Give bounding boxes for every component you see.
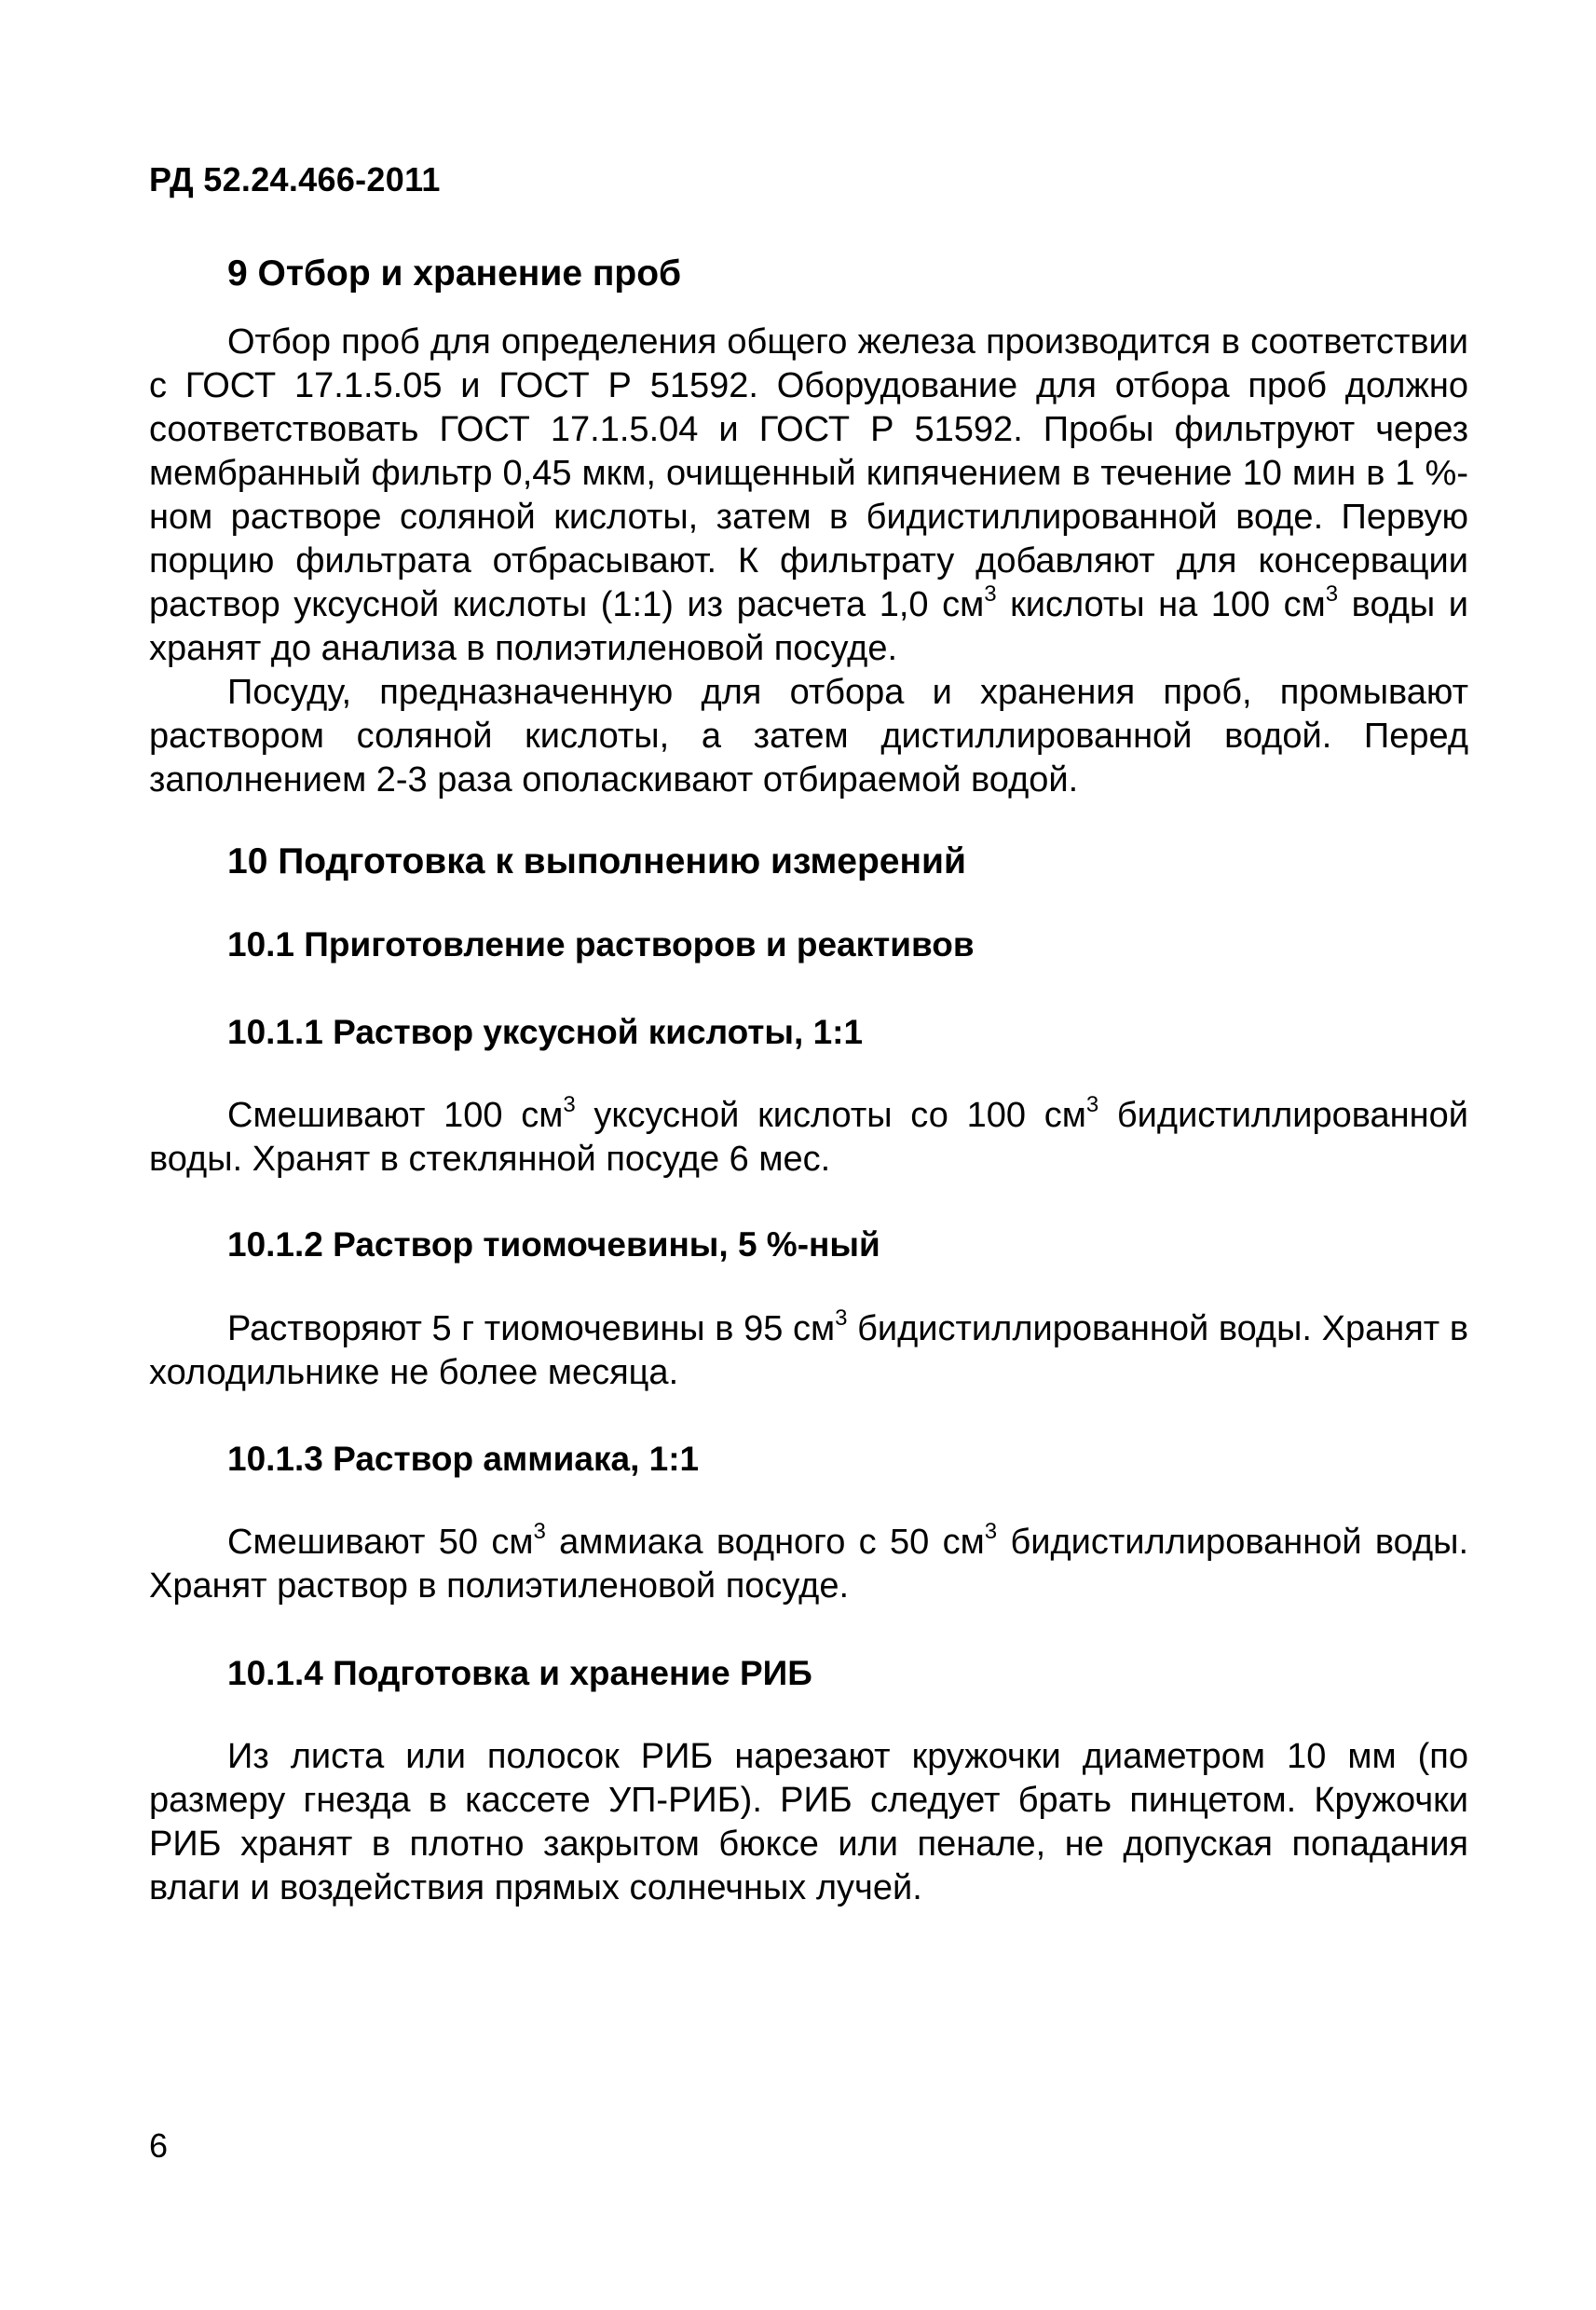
superscript-exponent: 3 <box>1325 581 1339 607</box>
subsection-10-1-1-text: Смешивают 100 $см^3$ уксусной кислоты со 100 $см^3$ бидистиллированной воды. Хранят в стеклянной посуде 6 мес. <box>149 1092 1468 1179</box>
subsection-10-1-3-text: Смешивают 50 $см^3$ аммиака водного с 50 $см^3$ бидистиллированной воды. Хранят раствор в полиэтиленовой посуде. <box>149 1519 1468 1606</box>
superscript-exponent: 3 <box>984 581 997 607</box>
page-number: 6 <box>149 2126 169 2165</box>
subsection-10-1-3-heading: 10.1.3 Раствор аммиака, 1:1 <box>227 1440 700 1478</box>
superscript-exponent: 3 <box>835 1305 848 1331</box>
section-9-heading: 9 Отбор и хранение проб <box>227 253 682 294</box>
section-9-paragraph-1: Отбор проб для определения общего железа производится в соответствии с ГОСТ 17.1.5.05 и ГОСТ Р 51592. Оборудование для отбора проб должно соответствовать ГОСТ 17.1.5.04 и ГОСТ Р 51592. Пробы фильтруют через мембранный фильтр 0,45 мкм, очищенный кипячением в течение 10 мин в 1 %-ном растворе соляной кислоты, затем в бидистиллированной воде. Первую порцию фильтрата отбрасывают. К фильтрату добавляют для консервации раствор уксусной кислоты (1:1) из расчета 1,0 $см^3$ кислоты на 100 $см^3$ воды и хранят до анализа в полиэтиленовой посуде. <box>149 322 1468 668</box>
section-9-paragraph-2: Посуду, предназначенную для отбора и хранения проб, промывают раствором соляной кислоты, а затем дистиллированной водой. Перед заполнением 2-3 раза ополаскивают отбираемой водой. <box>149 673 1468 800</box>
subsection-10-1-2-text: Растворяют 5 г тиомочевины в 95 $см^3$ бидистиллированной воды. Хранят в холодильнике не более месяца. <box>149 1305 1469 1392</box>
superscript-exponent: 3 <box>563 1092 576 1117</box>
section-10-heading: 10 Подготовка к выполнению измерений <box>227 841 967 882</box>
superscript-exponent: 3 <box>984 1519 998 1544</box>
subsection-10-1-4-heading: 10.1.4 Подготовка и хранение РИБ <box>227 1654 812 1692</box>
subsection-10-1-heading: 10.1 Приготовление растворов и реактивов <box>227 925 975 964</box>
subsection-10-1-4-text: Из листа или полосок РИБ нарезают кружочки диаметром 10 мм (по размеру гнезда в кассете УП-РИБ). РИБ следует брать пинцетом. Кружочки РИБ хранят в плотно закрытом бюксе или пенале, не допуская попадания влаги и воздействия прямых солнечных лучей. <box>149 1737 1468 1907</box>
superscript-exponent: 3 <box>1085 1092 1099 1117</box>
document-code-header: РД 52.24.466-2011 <box>149 160 441 198</box>
subsection-10-1-1-heading: 10.1.1 Раствор уксусной кислоты, 1:1 <box>227 1013 864 1051</box>
subsection-10-1-2-heading: 10.1.2 Раствор тиомочевины, 5 %-ный <box>227 1225 880 1264</box>
superscript-exponent: 3 <box>533 1519 546 1544</box>
